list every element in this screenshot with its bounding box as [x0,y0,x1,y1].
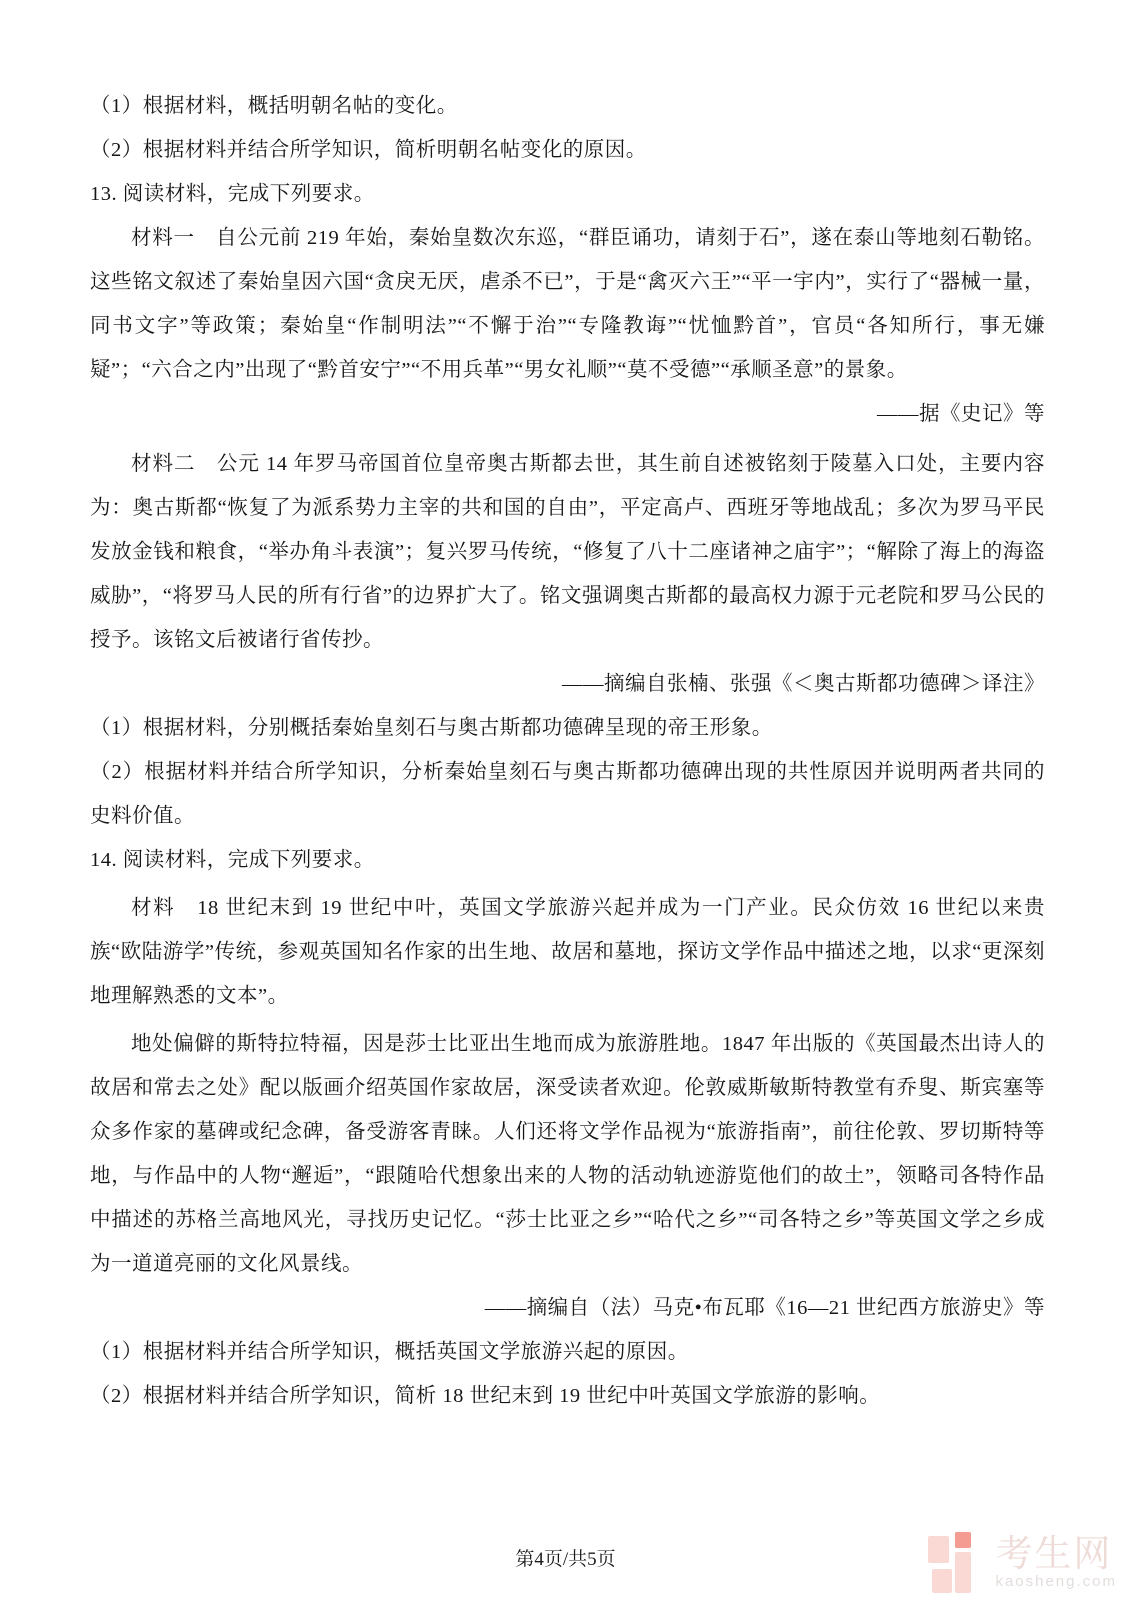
q13-item-2: （2）根据材料并结合所学知识，分析秦始皇刻石与奥古斯都功德碑出现的共性原因并说明两者共同的史料价值。 [90,761,1045,827]
page-content [90,84,1045,1418]
page-number: 第4页/共5页 [515,1549,616,1570]
q13-source-1: ——据《史记》等 [877,403,1045,425]
watermark-site-name: 考生网 [995,1533,1113,1574]
q13-material-2: 材料二 公元 14 年罗马帝国首位皇帝奥古斯都去世，其生前自述被铭刻于陵墓入口处，主要内容为：奥古斯都“恢复了为派系势力主宰的共和国的自由”，平定高卢、西班牙等地战乱；多次为罗马平民发放金钱和粮食，“举办角斗表演”；复兴罗马传统，“修复了八十二座诸神之庙宇”；“解除了海上的海盗威胁”，“将罗马人民的所有行省”的边界扩大了。铭文强调奥古斯都的最高权力源于元老院和罗马公民的授予。该铭文后被诸行省传抄。 [90,453,1045,651]
q13-source-2: ——摘编自张楠、张强《＜奥古斯都功德碑＞译注》 [562,673,1045,695]
q12-item-1: （1）根据材料，概括明朝名帖的变化。 [90,95,458,117]
q13-material-1: 材料一 自公元前 219 年始，秦始皇数次东巡，“群臣诵功，请刻于石”，遂在泰山等地刻石勒铭。这些铭文叙述了秦始皇因六国“贪戾无厌，虐杀不已”，于是“禽灭六王”“平一宇内”，实行了“器械一量，同书文字”等政策；秦始皇“作制明法”“不懈于治”“专隆教诲”“忧恤黔首”，官员“各知所行，事无嫌疑”；“六合之内”出现了“黔首安宁”“不用兵革”“男女礼顺”“莫不受德”“承顺圣意”的景象。 [90,227,1045,381]
q12-item-2: （2）根据材料并结合所学知识，简析明朝名帖变化的原因。 [90,139,647,161]
kaosheng-logo-icon [926,1530,986,1596]
q13-item-1: （1）根据材料，分别概括秦始皇刻石与奥古斯都功德碑呈现的帝王形象。 [90,717,773,739]
q14-item-2: （2）根据材料并结合所学知识，简析 18 世纪末到 19 世纪中叶英国文学旅游的影响。 [90,1385,881,1407]
kaosheng-watermark [926,1530,1117,1596]
q14-source: ——摘编自（法）马克•布瓦耶《16—21 世纪西方旅游史》等 [484,1297,1045,1319]
q14-item-1: （1）根据材料并结合所学知识，概括英国文学旅游兴起的原因。 [90,1341,689,1363]
watermark-site-domain: kaosheng.com [995,1573,1117,1590]
q14-material-p1: 材料 18 世纪末到 19 世纪中叶，英国文学旅游兴起并成为一门产业。民众仿效 16 世纪以来贵族“欧陆游学”传统，参观英国知名作家的出生地、故居和墓地，探访文学作品中描述之地，以求“更深刻地理解熟悉的文本”。 [90,897,1045,1007]
watermark-text [995,1535,1117,1591]
q13-stem: 13. 阅读材料，完成下列要求。 [90,183,375,205]
q14-stem: 14. 阅读材料，完成下列要求。 [90,849,375,871]
q14-material-p2: 地处偏僻的斯特拉特福，因是莎士比亚出生地而成为旅游胜地。1847 年出版的《英国最杰出诗人的故居和常去之处》配以版画介绍英国作家故居，深受读者欢迎。伦敦威斯敏斯特教堂有乔叟、斯宾塞等众多作家的墓碑或纪念碑，备受游客青睐。人们还将文学作品视为“旅游指南”，前往伦敦、罗切斯特等地，与作品中的人物“邂逅”，“跟随哈代想象出来的人物的活动轨迹游览他们的故土”，领略司各特作品中描述的苏格兰高地风光，寻找历史记忆。“莎士比亚之乡”“哈代之乡”“司各特之乡”等英国文学之乡成为一道道亮丽的文化风景线。 [90,1033,1045,1275]
